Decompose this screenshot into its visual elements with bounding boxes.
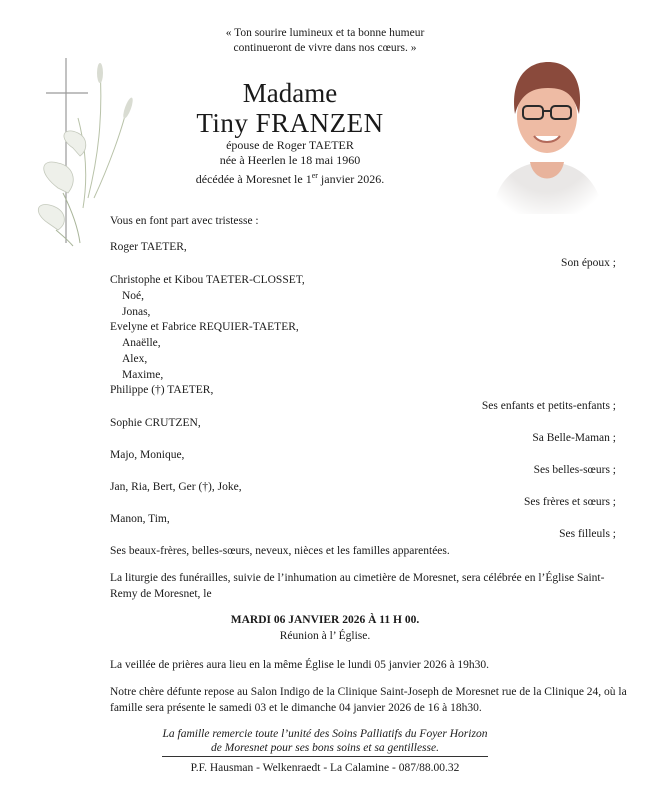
family-philippe: Philippe (†) TAETER,	[110, 384, 214, 396]
role-spouse: Son époux ;	[561, 257, 616, 269]
funeral-date: MARDI 06 JANVIER 2026 À 11 H 00.	[230, 614, 420, 626]
vigil-paragraph: La veillée de prières aura lieu en la même Église le lundi 05 janvier 2026 à 19h30.	[110, 659, 490, 671]
family-manon: Manon, Tim,	[110, 513, 170, 525]
family-sophie: Sophie CRUTZEN,	[110, 417, 201, 429]
family-christophe: Christophe et Kibou TAETER-CLOSSET,	[110, 274, 305, 286]
death-suffix: janvier 2026.	[317, 172, 385, 186]
honorific: Madame	[242, 78, 338, 108]
portrait-photo	[482, 44, 612, 214]
family-noe: Noé,	[122, 290, 145, 302]
quote-line-2: continueront de vivre dans nos cœurs. »	[233, 42, 417, 54]
death-ordinal: er	[311, 171, 318, 180]
family-roger: Roger TAETER,	[110, 241, 187, 253]
deceased-header	[160, 78, 420, 187]
role-filleuls: Ses filleuls ;	[559, 528, 616, 540]
footer-divider	[162, 756, 488, 757]
role-children: Ses enfants et petits-enfants ;	[481, 400, 616, 412]
funeral-home-footer: P.F. Hausman - Welkenraedt - La Calamine - 087/88.00.32	[190, 762, 460, 774]
family-maxime: Maxime,	[122, 369, 164, 381]
thanks-line-1: La famille remercie toute l’unité des Soins Palliatifs du Foyer Horizon	[162, 728, 488, 740]
intro-line: Vous en font part avec tristesse :	[110, 215, 259, 227]
family-jan: Jan, Ria, Bert, Ger (†), Joke,	[110, 481, 242, 493]
spouse-line: épouse de Roger TAETER	[226, 138, 354, 152]
role-belle-maman: Sa Belle-Maman ;	[532, 432, 616, 444]
deceased-name: Tiny FRANZEN	[196, 108, 384, 138]
death-line	[160, 168, 420, 187]
family-anaelle: Anaëlle,	[122, 337, 161, 349]
birth-line: née à Heerlen le 18 mai 1960	[219, 153, 361, 167]
role-belles-soeurs: Ses belles-sœurs ;	[533, 464, 616, 476]
rests-paragraph: Notre chère défunte repose au Salon Indigo de la Clinique Saint-Joseph de Moresnet rue de la Clinique 24, où la famille sera présente le samedi 03 et le dimanche 04 janvier 2026 de 16 à 18h30.	[110, 686, 627, 714]
meeting-place: Réunion à l’ Église.	[279, 630, 371, 642]
quote-line-1: « Ton sourire lumineux et ta bonne humeur	[225, 27, 425, 39]
family-jonas: Jonas,	[122, 306, 151, 318]
family-evelyne: Evelyne et Fabrice REQUIER-TAETER,	[110, 321, 299, 333]
death-prefix: décédée à Moresnet le 1	[195, 172, 312, 186]
family-extended: Ses beaux-frères, belles-sœurs, neveux, nièces et les familles apparentées.	[110, 545, 450, 557]
family-majo: Majo, Monique,	[110, 449, 185, 461]
role-freres-soeurs: Ses frères et sœurs ;	[524, 496, 616, 508]
thanks-line-2: de Moresnet pour ses bons soins et sa gentillesse.	[211, 742, 439, 754]
liturgy-paragraph: La liturgie des funérailles, suivie de l’inhumation au cimetière de Moresnet, sera célébrée en l’Église Saint-Remy de Moresnet, le	[110, 572, 605, 600]
family-alex: Alex,	[122, 353, 148, 365]
